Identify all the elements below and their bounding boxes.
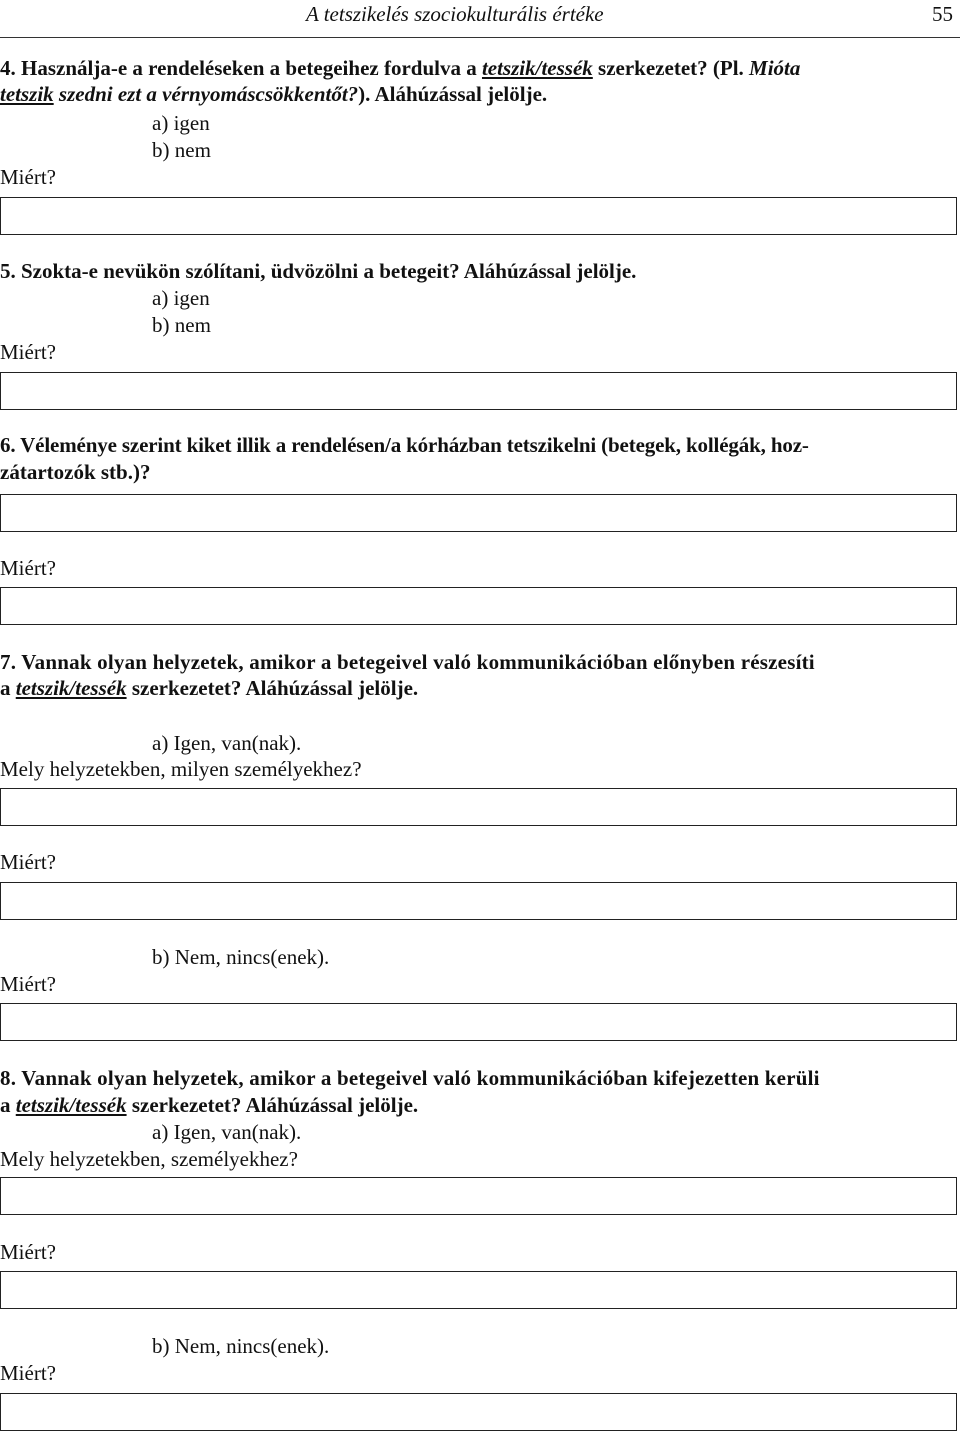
q8-option-a[interactable]: a) Igen, van(nak). [152,1120,302,1144]
question-8-line-1: 8. Vannak olyan helyzetek, amikor a betegeivel való kommunikációban kifejezetten kerüli [0,1066,820,1090]
question-8-line-2: a tetszik/tessék szerkezetet? Aláhúzással jelölje. [0,1093,419,1117]
q6-why-answer-field[interactable] [0,587,957,625]
q7-situations-answer-field[interactable] [0,788,957,826]
q7-why-answer-field-a[interactable] [0,882,957,920]
q5-option-a[interactable]: a) igen [152,286,210,310]
q7-situations-label: Mely helyzetekben, milyen személyekhez? [0,757,362,781]
q7-why-answer-field-b[interactable] [0,1003,957,1041]
q4-option-a[interactable]: a) igen [152,111,210,135]
running-header-title: A tetszikelés szociokulturális értéke [306,2,604,26]
q6-answer-field[interactable] [0,494,957,532]
q7-option-a[interactable]: a) Igen, van(nak). [152,731,302,755]
q4-option-b[interactable]: b) nem [152,138,211,162]
q8-situations-answer-field[interactable] [0,1177,957,1215]
question-6-line-2: zátartozók stb.)? [0,460,151,484]
q8-why-label-b: Miért? [0,1361,56,1385]
question-4-line-1: 4. Használja-e a rendeléseken a betegeihez fordulva a tetszik/tessék szerkezetet? (Pl. Mióta [0,56,801,80]
q7-why-label-a: Miért? [0,850,56,874]
q4-why-answer-field[interactable] [0,197,957,235]
q7-option-b[interactable]: b) Nem, nincs(enek). [152,945,330,969]
question-6-line-1: 6. Véleménye szerint kiket illik a rendelésen/a kórházban tetszikelni (betegek, kollégák, hoz- [0,433,809,457]
question-4-line-2: tetszik szedni ezt a vérnyomáscsökkentőt?). Aláhúzással jelölje. [0,82,548,106]
question-5-line-1: 5. Szokta-e nevükön szólítani, üdvözölni a betegeit? Aláhúzással jelölje. [0,259,637,283]
question-7-line-1: 7. Vannak olyan helyzetek, amikor a betegeivel való kommunikációban előnyben részesíti [0,650,815,674]
q8-why-label-a: Miért? [0,1240,56,1264]
q5-option-b[interactable]: b) nem [152,313,211,337]
q8-situations-label: Mely helyzetekben, személyekhez? [0,1147,298,1171]
q5-why-label: Miért? [0,340,56,364]
q4-why-label: Miért? [0,165,56,189]
q8-why-answer-field-b[interactable] [0,1393,957,1431]
page-number: 55 [932,2,953,26]
question-7-line-2: a tetszik/tessék szerkezetet? Aláhúzással jelölje. [0,676,419,700]
q8-option-b[interactable]: b) Nem, nincs(enek). [152,1334,330,1358]
q7-why-label-b: Miért? [0,972,56,996]
header-rule [0,37,960,38]
q5-why-answer-field[interactable] [0,372,957,410]
q6-why-label: Miért? [0,556,56,580]
q8-why-answer-field-a[interactable] [0,1271,957,1309]
